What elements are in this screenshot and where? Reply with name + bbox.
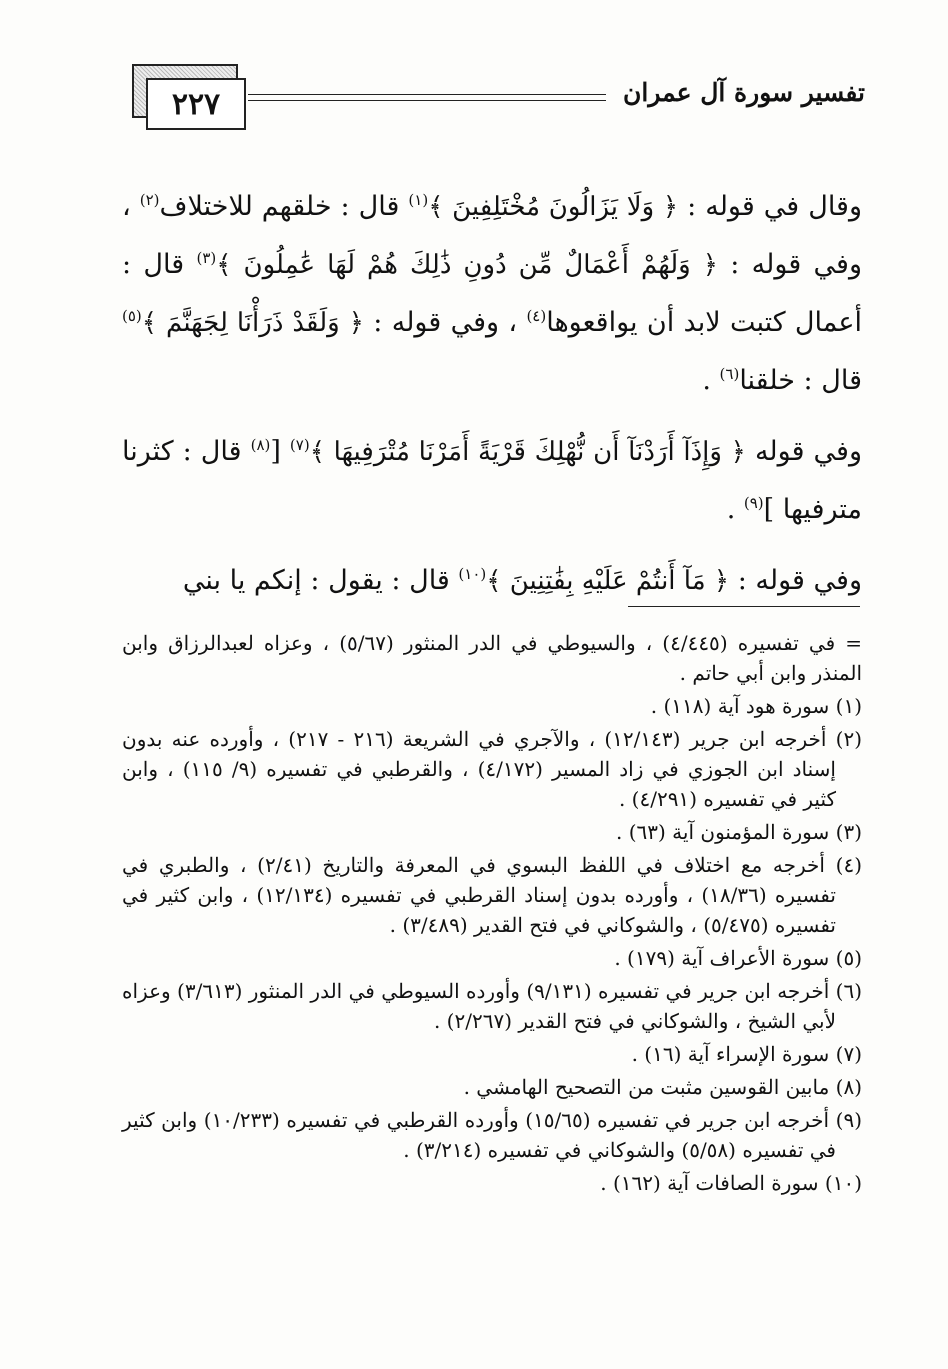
footnote-10: (١٠) سورة الصافات آية (١٦٢) . [600,1171,862,1195]
footnote-6: (٦) أخرجه ابن جرير في تفسيره (٩/١٣١) وأورده السيوطي في الدر المنثور (٣/٦١٣) وعزاه لأبي الشيخ ، والشوكاني في فتح القدير (٢/٢٦٧) . [122,979,862,1033]
text: قال : أعمال كتبت لابد أن يواقعوها [122,249,862,338]
text: . [726,494,744,525]
quran-verse: ﴿ وَلَا يَزَالُونَ مُخْتَلِفِينَ ﴾ [428,192,679,222]
footnote-ref: (٥) [122,307,142,325]
text: وقال في قوله : [678,191,863,222]
footnote-4: (٤) أخرجه مع اختلاف في اللفظ البسوي في المعرفة والتاريخ (٢/٤١) ، والطبري في تفسيره (١٨/٣٦) ، وأورده بدون إسناد القرطبي في تفسيره (١٢/١٣٤) ، وابن كثير في تفسيره (٥/٤٧٥) ، والشوكاني في فتح القدير (٣/٤٨٩) . [122,853,862,937]
footnote-continued: = في تفسيره (٤/٤٤٥) ، والسيوطي في الدر المنثور (٥/٦٧) ، وعزاه لعبدالرزاق وابن المنذر وابن أبي حاتم . [122,631,862,685]
footnote-separator [628,606,860,607]
footnote-ref: (١٠) [458,565,487,583]
footnote-ref: (١) [408,191,429,209]
header-rule [248,94,606,101]
quran-verse: ﴿ وَلَهُمْ أَعْمَالٌ مِّن دُونِ ذَٰلِكَ هُمْ لَهَا عَٰمِلُونَ ﴾ [216,250,718,280]
footnote-3: (٣) سورة المؤمنون آية (٦٣) . [616,820,862,844]
footnote-ref: (٧) [289,436,310,454]
quran-verse: ﴿ وَإِذَآ أَرَدْنَآ أَن نُّهْلِكَ قَرْيَةً أَمَرْنَا مُتْرَفِيهَا ﴾ [309,437,746,467]
paragraph-2 [122,423,862,538]
text: قال : خلقنا [739,365,862,396]
running-title: تفسير سورة آل عمران [623,78,865,107]
text: قال : كثرنا مترفيها ] [122,436,862,525]
footnote-ref: (٤) [526,307,547,325]
page-header [120,60,865,132]
text: قال : يقول : إنكم يا بني [182,565,459,596]
text: . [702,365,720,396]
footnote-ref: (٨) [250,436,271,454]
text: وفي قوله : [729,565,862,596]
paragraph-1 [122,178,862,409]
main-text [122,178,862,624]
footnote-5: (٥) سورة الأعراف آية (١٧٩) . [614,946,862,970]
footnote-ref: (٦) [719,365,740,383]
text: قال : خلقهم للاختلاف [159,191,409,222]
text: [ [270,436,290,467]
text: ، وفي قوله : [363,307,527,338]
page-number: ٢٢٧ [146,78,246,130]
text: ، وفي قوله : [122,191,863,280]
text: وفي قوله [745,436,862,467]
quran-verse: ﴿ مَآ أَنتُمْ عَلَيْهِ بِفَٰتِنِينَ ﴾ [486,566,730,596]
paragraph-3 [122,552,862,610]
footnotes [122,628,862,1201]
quran-verse: ﴿ وَلَقَدْ ذَرَأْنَا لِجَهَنَّمَ ﴾ [141,308,364,338]
footnote-ref: (٢) [139,191,160,209]
footnote-2: (٢) أخرجه ابن جرير (١٢/١٤٣) ، والآجري في الشريعة (٢١٦ - ٢١٧) ، وأورده عنه بدون إسناد ابن الجوزي في زاد المسير (٤/١٧٢) ، والقرطبي في تفسيره (٩/ ١١٥) ، وابن كثير في تفسيره (٤/٢٩١) . [122,727,862,811]
footnote-ref: (٩) [743,494,764,512]
footnote-8: (٨) مابين القوسين مثبت من التصحيح الهامشي . [463,1075,862,1099]
footnote-7: (٧) سورة الإسراء آية (١٦) . [631,1042,862,1066]
footnote-1: (١) سورة هود آية (١١٨) . [650,694,862,718]
footnote-ref: (٣) [196,249,217,267]
footnote-9: (٩) أخرجه ابن جرير في تفسيره (١٥/٦٥) وأورده القرطبي في تفسيره (١٠/٢٣٣) وابن كثير في تفسيره (٥/٥٨) والشوكاني في تفسيره (٣/٢١٤) . [122,1108,862,1162]
